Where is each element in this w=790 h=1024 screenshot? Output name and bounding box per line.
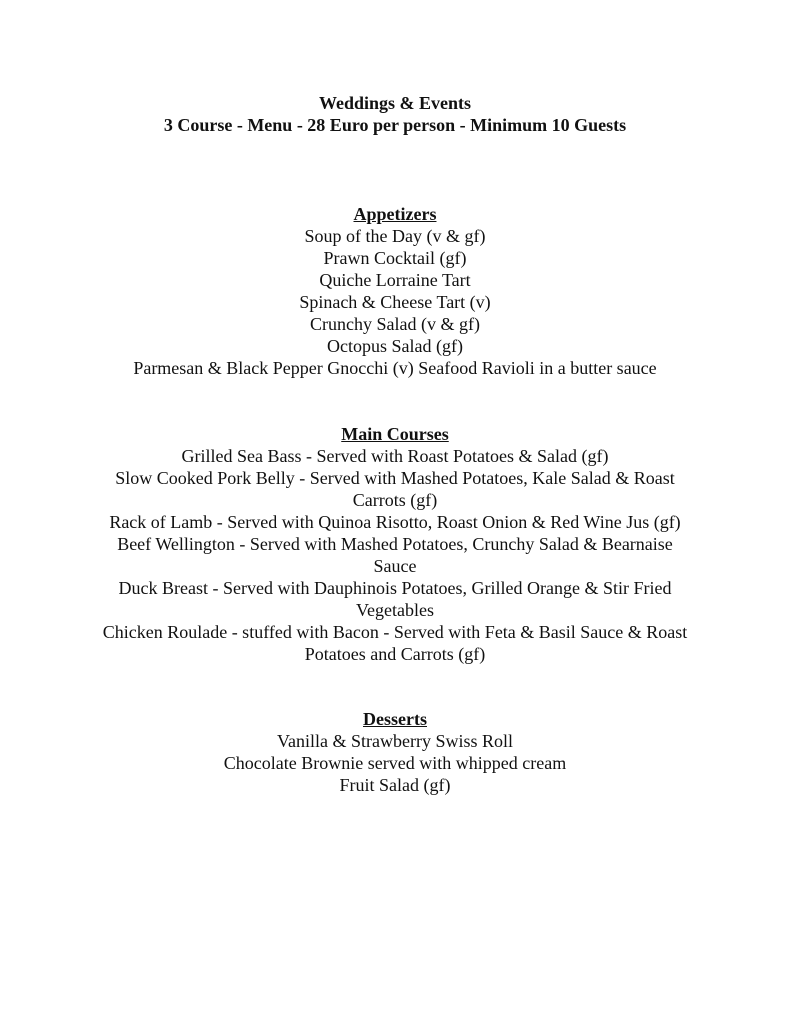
menu-title: Weddings & Events: [318, 93, 472, 113]
menu-item: Beef Wellington - Served with Mashed Potatoes, Crunchy Salad & Bearnaise Sauce: [117, 534, 673, 576]
menu-item: Grilled Sea Bass - Served with Roast Potatoes & Salad (gf): [181, 446, 609, 466]
menu-item: Parmesan & Black Pepper Gnocchi (v) Seafood Ravioli in a butter sauce: [133, 358, 657, 378]
menu-item: Fruit Salad (gf): [339, 775, 451, 795]
appetizers-section: [95, 203, 695, 379]
appetizers-heading: Appetizers: [353, 204, 437, 224]
menu-item: Rack of Lamb - Served with Quinoa Risotto, Roast Onion & Red Wine Jus (gf): [109, 512, 681, 532]
main-courses-section: [95, 423, 695, 665]
menu-header: [0, 92, 790, 136]
menu-item: Slow Cooked Pork Belly - Served with Mashed Potatoes, Kale Salad & Roast Carrots (gf): [115, 468, 675, 510]
menu-item: Quiche Lorraine Tart: [319, 270, 471, 290]
main-courses-heading: Main Courses: [341, 424, 449, 444]
menu-item: Spinach & Cheese Tart (v): [299, 292, 491, 312]
menu-item: Crunchy Salad (v & gf): [310, 314, 480, 334]
menu-item: Chocolate Brownie served with whipped cream: [223, 753, 567, 773]
desserts-heading: Desserts: [363, 709, 427, 729]
menu-item: Vanilla & Strawberry Swiss Roll: [277, 731, 513, 751]
menu-item: Chicken Roulade - stuffed with Bacon - Served with Feta & Basil Sauce & Roast Potatoes and Carrots (gf): [102, 622, 688, 664]
menu-subtitle: 3 Course - Menu - 28 Euro per person - Minimum 10 Guests: [163, 115, 627, 135]
menu-item: Prawn Cocktail (gf): [323, 248, 467, 268]
menu-item: Soup of the Day (v & gf): [304, 226, 486, 246]
menu-item: Duck Breast - Served with Dauphinois Potatoes, Grilled Orange & Stir Fried Vegetables: [118, 578, 672, 620]
desserts-section: [95, 708, 695, 796]
menu-item: Octopus Salad (gf): [327, 336, 463, 356]
